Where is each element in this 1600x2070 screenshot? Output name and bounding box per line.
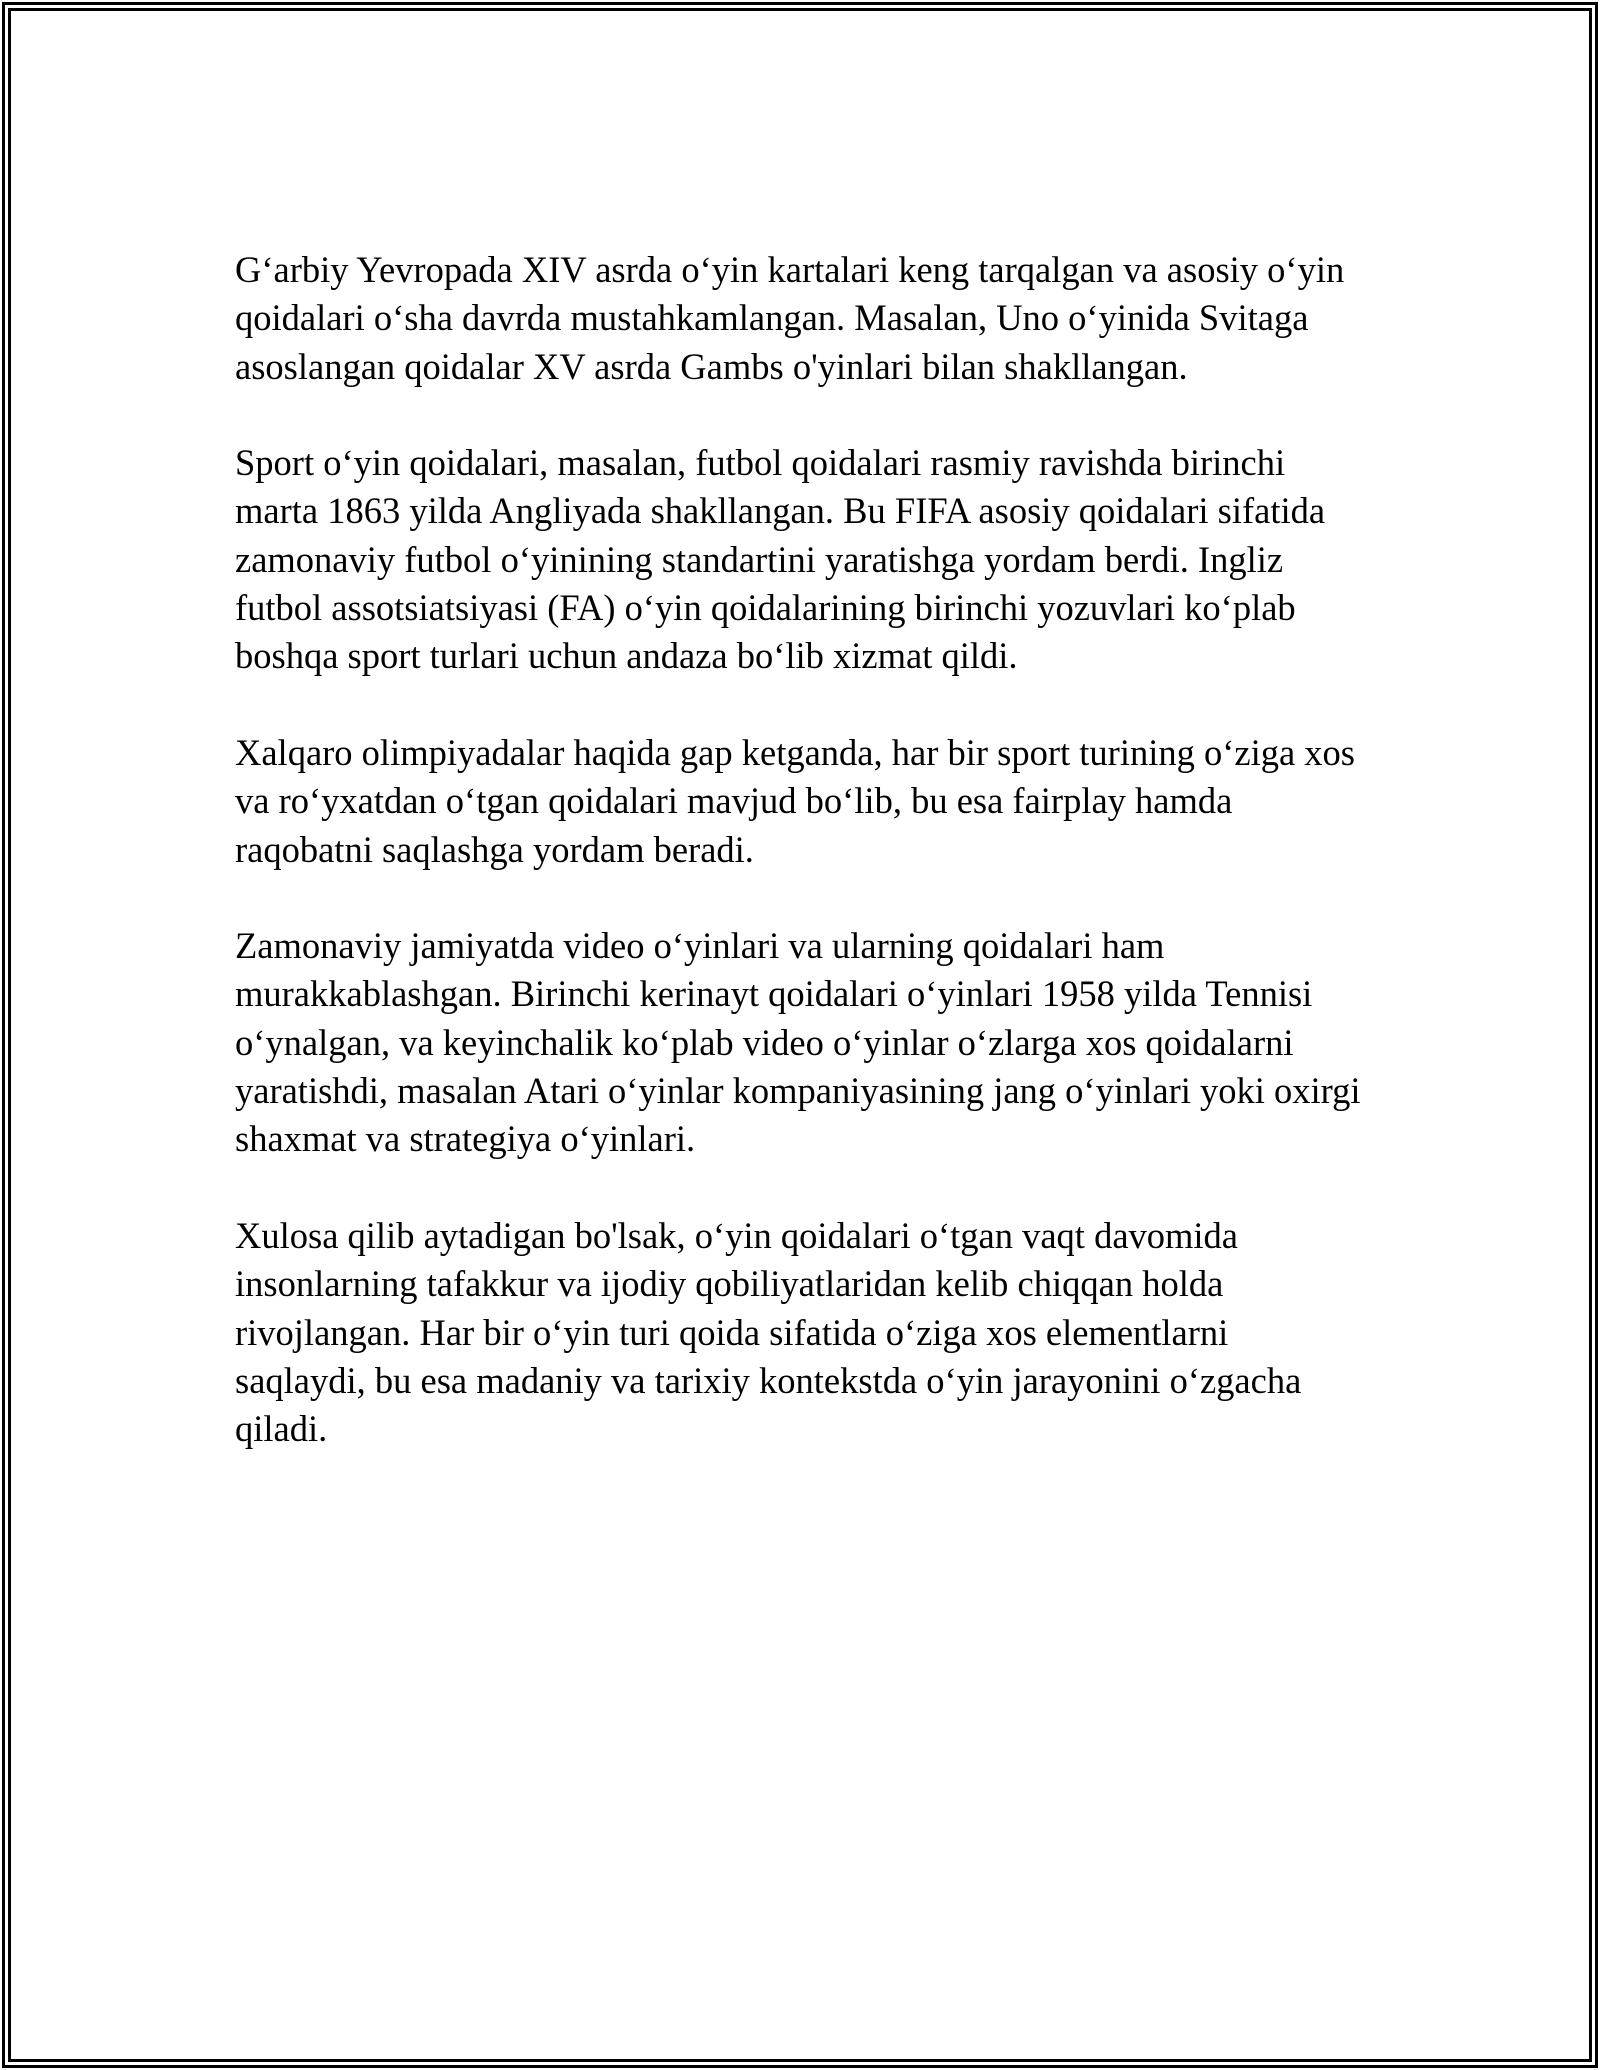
text-column (235, 246, 1367, 1453)
paragraph-4: Zamonaviy jamiyatda video o‘yinlari va ularning qoidalari ham murakkablashgan. Birinchi kerinayt qoidalari o‘yinlari 1958 yilda Tennisi o‘ynalgan, va keyinchalik ko‘plab video o‘yinlar o‘zlarga xos qoidalarni yaratishdi, masalan Atari o‘yinlar kompaniyasining jang o‘yinlari yoki oxirgi shaxmat va strategiya o‘yinlari. (235, 925, 1361, 1160)
page-inner-border (8, 8, 1592, 2062)
paragraph-2: Sport o‘yin qoidalari, masalan, futbol qoidalari rasmiy ravishda birinchi marta 1863 yilda Angliyada shakllangan. Bu FIFA asosiy qoidalari sifatida zamonaviy futbol o‘yinining standartini yaratishga yordam berdi. Ingliz futbol assotsiatsiyasi (FA) o‘yin qoidalarining birinchi yozuvlari ko‘plab boshqa sport turlari uchun andaza bo‘lib xizmat qildi. (235, 442, 1326, 677)
paragraph-1: G‘arbiy Yevropada XIV asrda o‘yin kartalari keng tarqalgan va asosiy o‘yin qoidalari o‘sha davrda mustahkamlangan. Masalan, Uno o‘yinida Svitaga asoslangan qoidalar XV asrda Gambs o'yinlari bilan shakllangan. (235, 249, 1345, 387)
page-outer-border (2, 2, 1598, 2068)
paragraph-3: Xalqaro olimpiyadalar haqida gap ketganda, har bir sport turining o‘ziga xos va ro‘yxatdan o‘tgan qoidalari mavjud bo‘lib, bu esa fairplay hamda raqobatni saqlashga yordam beradi. (235, 731, 1356, 870)
document-page (11, 11, 1589, 2059)
paragraph-5: Xulosa qilib aytadigan bo'lsak, o‘yin qoidalari o‘tgan vaqt davomida insonlarning tafakkur va ijodiy qobiliyatlaridan kelib chiqqan holda rivojlangan. Har bir o‘yin turi qoida sifatida o‘ziga xos elementlarni saqlaydi, bu esa madaniy va tarixiy kontekstda o‘yin jarayonini o‘zgacha qiladi. (235, 1214, 1302, 1450)
